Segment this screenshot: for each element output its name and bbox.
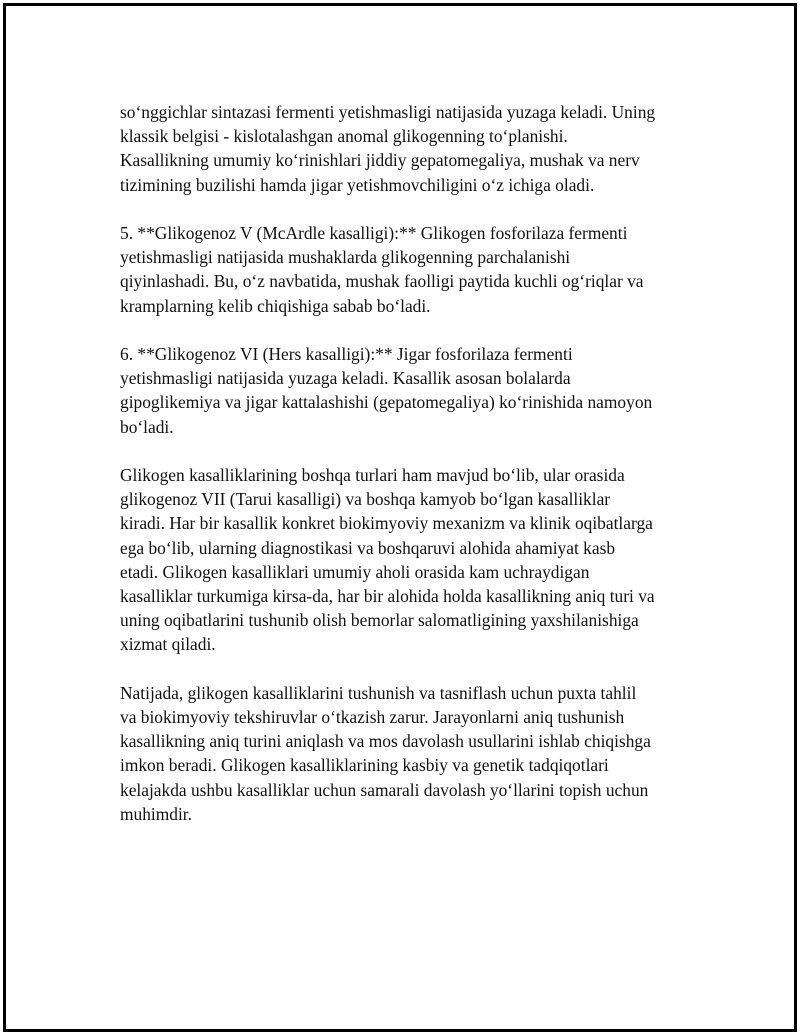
- text-line: Glikogen kasalliklarining boshqa turlari ham mavjud bo‘lib, ular orasida: [120, 465, 625, 485]
- paragraph-glycogenosis-v: [120, 221, 700, 318]
- text-line: 6. **Glikogenoz VI (Hers kasalligi):** Jigar fosforilaza fermenti: [120, 344, 573, 364]
- paragraph-glycogenosis-iv-continued: [120, 100, 700, 197]
- text-line: yetishmasligi natijasida mushaklarda glikogenning parchalanishi: [120, 247, 571, 268]
- text-line: klassik belgisi - kislotalashgan anomal glikogenning to‘planishi.: [120, 126, 568, 147]
- paragraph-conclusion: [120, 681, 700, 826]
- text-line: Natijada, glikogen kasalliklarini tushunish va tasniflash uchun puxta tahlil: [120, 682, 637, 703]
- text-line: gipoglikemiya va jigar kattalashishi (gepatomegaliya) ko‘rinishida namoyon: [120, 392, 653, 413]
- text-line: muhimdir.: [120, 803, 192, 824]
- text-line: imkon beradi. Glikogen kasalliklarining kasbiy va genetik tadqiqotlari: [120, 755, 609, 776]
- text-line: kelajakda ushbu kasalliklar uchun samarali davolash yo‘llarini topish uchun: [120, 779, 649, 800]
- text-line: va biokimyoviy tekshiruvlar o‘tkazish zarur. Jarayonlarni aniq tushunish: [120, 707, 625, 728]
- text-line: kasallikning aniq turini aniqlash va mos davolash usullarini ishlab chiqishga: [120, 731, 651, 752]
- text-line: tizimining buzilishi hamda jigar yetishmovchiligini o‘z ichiga oladi.: [120, 174, 595, 195]
- text-line: xizmat qiladi.: [120, 634, 216, 655]
- page-frame: [3, 3, 797, 1032]
- text-line: yetishmasligi natijasida yuzaga keladi. Kasallik asosan bolalarda: [120, 368, 571, 389]
- text-line: qiyinlashadi. Bu, o‘z navbatida, mushak faolligi paytida kuchli og‘riqlar va: [120, 271, 644, 292]
- paragraph-glycogenosis-vi: [120, 342, 700, 439]
- text-line: kramplarning kelib chiqishiga sabab bo‘ladi.: [120, 295, 431, 316]
- text-line: bo‘ladi.: [120, 416, 174, 437]
- text-line: glikogenoz VII (Tarui kasalligi) va boshqa kamyob bo‘lgan kasalliklar: [120, 489, 611, 510]
- text-line: etadi. Glikogen kasalliklari umumiy aholi orasida kam uchraydigan: [120, 561, 590, 582]
- text-line: so‘nggichlar sintazasi fermenti yetishmasligi natijasida yuzaga keladi. Uning: [120, 102, 656, 122]
- document-body: [120, 100, 700, 850]
- paragraph-other-types: [120, 463, 700, 657]
- text-line: ega bo‘lib, ularning diagnostikasi va boshqaruvi alohida ahamiyat kasb: [120, 537, 616, 558]
- text-line: uning oqibatlarini tushunib olish bemorlar salomatligining yaxshilanishiga: [120, 610, 639, 631]
- text-line: 5. **Glikogenoz V (McArdle kasalligi):** Glikogen fosforilaza fermenti: [120, 223, 628, 243]
- text-line: Kasallikning umumiy ko‘rinishlari jiddiy gepatomegaliya, mushak va nerv: [120, 150, 640, 171]
- text-line: kiradi. Har bir kasallik konkret biokimyoviy mexanizm va klinik oqibatlarga: [120, 513, 653, 534]
- text-line: kasalliklar turkumiga kirsa-da, har bir alohida holda kasallikning aniq turi va: [120, 586, 655, 607]
